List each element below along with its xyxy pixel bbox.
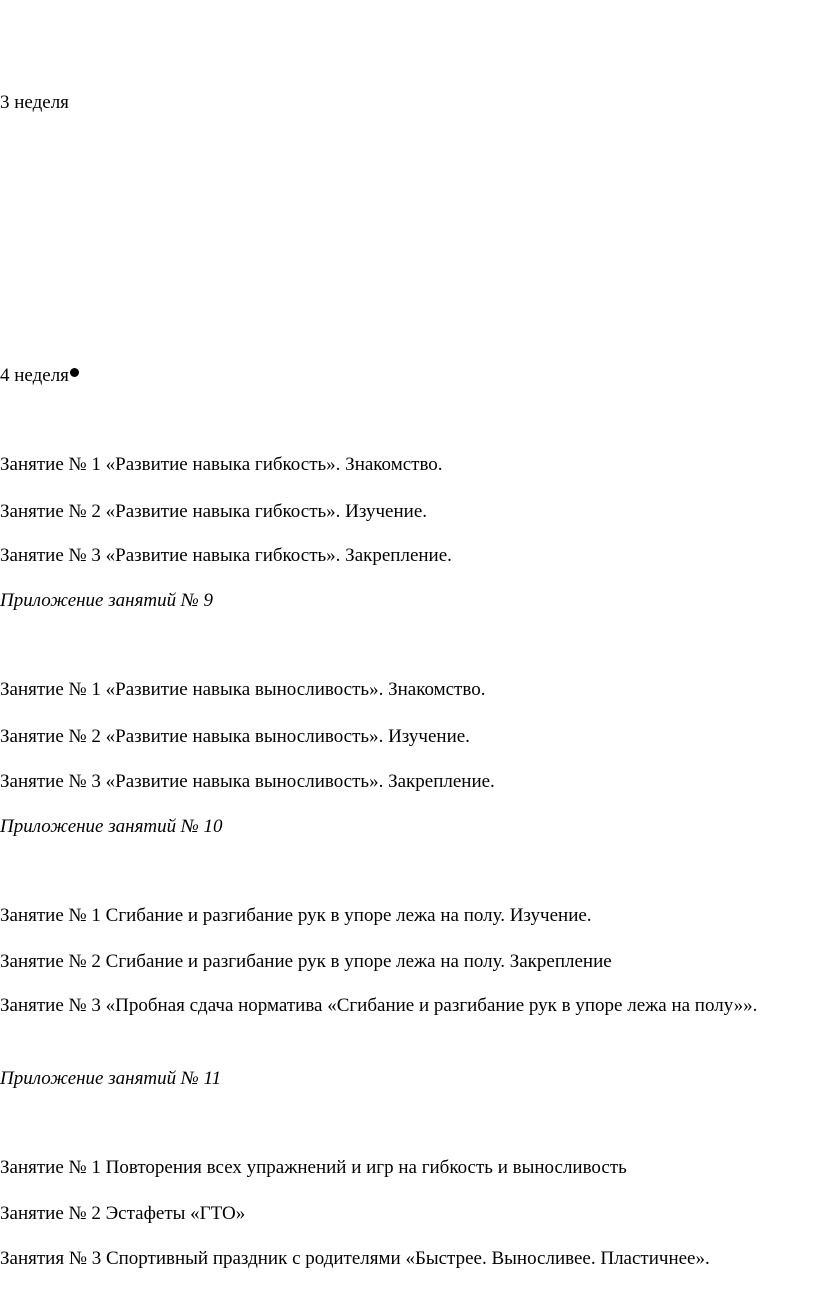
block-3-lesson-2: Занятие № 2 Сгибание и разгибание рук в упоре лежа на полу. Закрепление — [0, 951, 612, 972]
block-2-lesson-3: Занятие № 3 «Развитие навыка выносливость». Закрепление. — [0, 771, 495, 792]
block-1-appendix: Приложение занятий № 9 — [0, 590, 214, 611]
block-3-lesson-1: Занятие № 1 Сгибание и разгибание рук в упоре лежа на полу. Изучение. — [0, 905, 592, 926]
week-3-heading: 3 неделя — [0, 92, 69, 113]
block-1-lesson-3: Занятие № 3 «Развитие навыка гибкость». Закрепление. — [0, 545, 452, 566]
week-4-heading: 4 неделя — [0, 365, 69, 386]
block-2-appendix: Приложение занятий № 10 — [0, 816, 223, 837]
block-3-lesson-3: Занятие № 3 «Пробная сдача норматива «Сгибание и разгибание рук в упоре лежа на полу»». — [0, 995, 758, 1016]
block-3-appendix: Приложение занятий № 11 — [0, 1068, 222, 1089]
block-4-lesson-2: Занятие № 2 Эстафеты «ГТО» — [0, 1203, 246, 1224]
block-4-lesson-1: Занятие № 1 Повторения всех упражнений и игр на гибкость и выносливость — [0, 1157, 627, 1178]
bullet-icon — [70, 368, 79, 377]
block-4-lesson-3: Занятия № 3 Спортивный праздник с родителями «Быстрее. Выносливее. Пластичнее». — [0, 1248, 710, 1269]
block-2-lesson-1: Занятие № 1 «Развитие навыка выносливость». Знакомство. — [0, 679, 486, 700]
block-2-lesson-2: Занятие № 2 «Развитие навыка выносливость». Изучение. — [0, 726, 470, 747]
block-1-lesson-1: Занятие № 1 «Развитие навыка гибкость». Знакомство. — [0, 454, 443, 475]
block-1-lesson-2: Занятие № 2 «Развитие навыка гибкость». Изучение. — [0, 501, 428, 522]
week-4-heading-row — [0, 364, 79, 388]
